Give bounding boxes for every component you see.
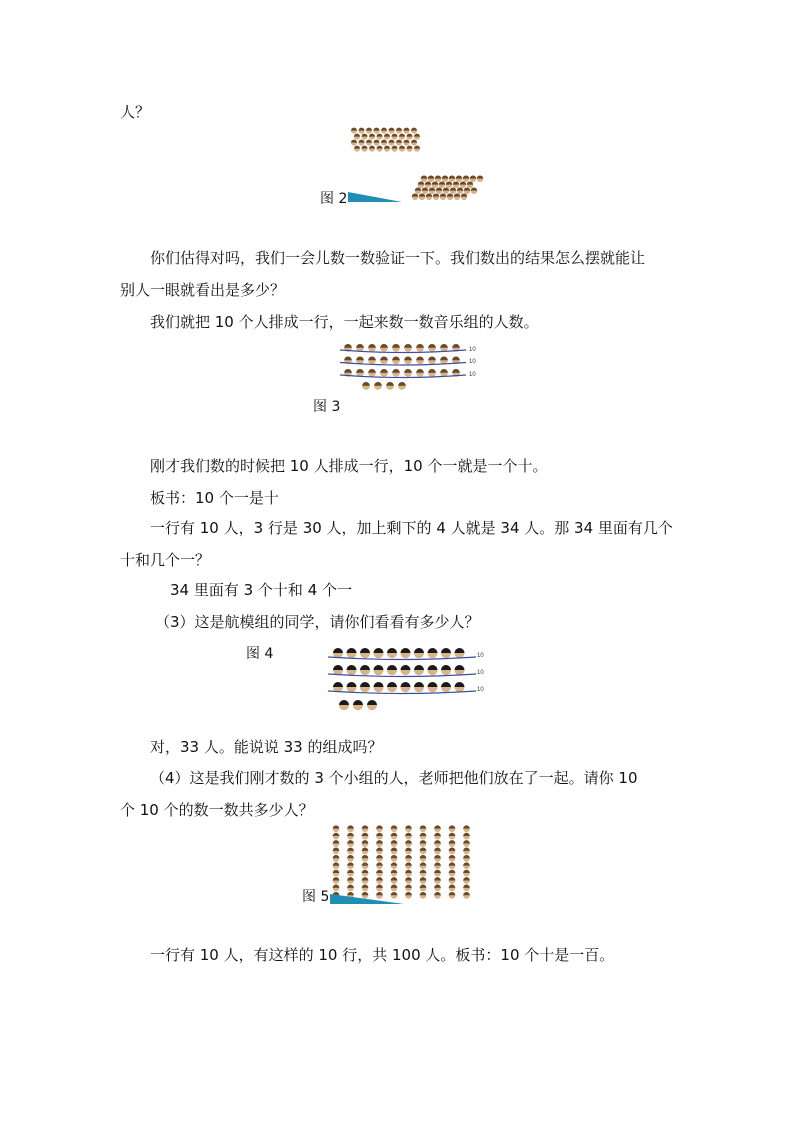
person-hair-icon	[391, 825, 398, 828]
person-hair-icon	[401, 665, 411, 670]
person-hair-icon	[463, 862, 470, 865]
person-hair-icon	[405, 892, 412, 895]
row-label: 10	[469, 359, 476, 365]
person-hair-icon	[391, 833, 398, 836]
person-hair-icon	[360, 682, 370, 687]
person-hair-icon	[414, 682, 424, 687]
person-hair-icon	[452, 369, 460, 373]
person-hair-icon	[333, 648, 343, 653]
person-hair-icon	[421, 175, 427, 178]
person-hair-icon	[376, 870, 383, 873]
person-hair-icon	[362, 382, 370, 386]
person-hair-icon	[376, 885, 383, 888]
figure-4-caption: 图 4	[246, 646, 274, 662]
person-hair-icon	[414, 146, 420, 149]
person-hair-icon	[416, 356, 424, 360]
person-hair-icon	[376, 825, 383, 828]
person-hair-icon	[392, 356, 400, 360]
person-hair-icon	[362, 877, 369, 880]
person-hair-icon	[405, 855, 412, 858]
person-hair-icon	[411, 128, 417, 131]
person-hair-icon	[414, 665, 424, 670]
paragraph-line: 你们估得对吗，我们一会儿数一数验证一下。我们数出的结果怎么摆就能让	[150, 249, 646, 267]
person-hair-icon	[347, 892, 354, 895]
person-hair-icon	[333, 682, 343, 687]
person-hair-icon	[333, 877, 340, 880]
row-label: 10	[477, 687, 484, 693]
person-hair-icon	[362, 892, 369, 895]
person-hair-icon	[399, 146, 405, 149]
paragraph-line: 我们就把 10 个人排成一行，一起来数一数音乐组的人数。	[150, 313, 539, 331]
person-hair-icon	[344, 344, 352, 348]
person-hair-icon	[425, 181, 431, 184]
person-hair-icon	[463, 840, 470, 843]
person-hair-icon	[411, 140, 417, 143]
person-hair-icon	[405, 870, 412, 873]
person-hair-icon	[420, 825, 427, 828]
person-hair-icon	[434, 862, 441, 865]
person-hair-icon	[347, 648, 357, 653]
person-hair-icon	[405, 848, 412, 851]
person-hair-icon	[463, 825, 470, 828]
person-hair-icon	[377, 134, 383, 137]
person-hair-icon	[347, 877, 354, 880]
person-hair-icon	[449, 862, 456, 865]
person-hair-icon	[333, 855, 340, 858]
person-hair-icon	[391, 870, 398, 873]
person-hair-icon	[398, 382, 406, 386]
person-hair-icon	[455, 682, 465, 687]
person-hair-icon	[440, 369, 448, 373]
person-hair-icon	[333, 862, 340, 865]
person-hair-icon	[407, 134, 413, 137]
paragraph-line: 一行有 10 人，有这样的 10 行，共 100 人。板书：10 个十是一百。	[150, 946, 615, 964]
person-hair-icon	[380, 356, 388, 360]
person-hair-icon	[392, 134, 398, 137]
person-hair-icon	[351, 140, 357, 143]
person-hair-icon	[381, 128, 387, 131]
person-hair-icon	[362, 855, 369, 858]
person-hair-icon	[392, 369, 400, 373]
person-hair-icon	[467, 181, 473, 184]
person-hair-icon	[464, 187, 470, 190]
paragraph-line: 板书：10 个一是十	[150, 489, 279, 507]
person-hair-icon	[440, 356, 448, 360]
person-hair-icon	[452, 356, 460, 360]
person-hair-icon	[399, 134, 405, 137]
person-hair-icon	[374, 382, 382, 386]
person-hair-icon	[420, 862, 427, 865]
person-hair-icon	[362, 146, 368, 149]
person-hair-icon	[435, 175, 441, 178]
person-hair-icon	[428, 356, 436, 360]
person-hair-icon	[434, 885, 441, 888]
person-hair-icon	[440, 193, 446, 196]
person-hair-icon	[441, 648, 451, 653]
person-hair-icon	[463, 175, 469, 178]
person-hair-icon	[434, 840, 441, 843]
person-hair-icon	[457, 187, 463, 190]
person-hair-icon	[471, 187, 477, 190]
person-hair-icon	[449, 825, 456, 828]
figure-5-grid-image	[326, 824, 486, 906]
person-hair-icon	[376, 862, 383, 865]
paragraph-line: 对，33 人。能说说 33 的组成吗？	[150, 738, 383, 756]
person-hair-icon	[374, 128, 380, 131]
paragraph-line: 34 里面有 3 个十和 4 个一	[170, 581, 353, 599]
person-hair-icon	[356, 356, 364, 360]
person-hair-icon	[344, 356, 352, 360]
person-hair-icon	[347, 825, 354, 828]
paragraph-line: 十和几个一？	[120, 551, 211, 569]
person-hair-icon	[347, 855, 354, 858]
person-hair-icon	[404, 344, 412, 348]
person-hair-icon	[362, 885, 369, 888]
person-hair-icon	[470, 175, 476, 178]
person-hair-icon	[414, 648, 424, 653]
person-hair-icon	[449, 855, 456, 858]
person-hair-icon	[463, 855, 470, 858]
person-hair-icon	[396, 140, 402, 143]
person-hair-icon	[439, 181, 445, 184]
person-hair-icon	[449, 833, 456, 836]
person-hair-icon	[463, 848, 470, 851]
person-hair-icon	[369, 134, 375, 137]
person-hair-icon	[420, 855, 427, 858]
person-hair-icon	[347, 862, 354, 865]
person-hair-icon	[449, 870, 456, 873]
person-hair-icon	[428, 175, 434, 178]
paragraph-line: 刚才我们数的时候把 10 人排成一行，10 个一就是一个十。	[150, 457, 548, 475]
person-hair-icon	[362, 825, 369, 828]
person-hair-icon	[374, 682, 384, 687]
person-hair-icon	[368, 356, 376, 360]
person-hair-icon	[351, 128, 357, 131]
person-hair-icon	[434, 892, 441, 895]
person-hair-icon	[339, 700, 349, 705]
person-hair-icon	[416, 344, 424, 348]
person-hair-icon	[426, 193, 432, 196]
figure-3-rows-image	[338, 342, 488, 394]
person-hair-icon	[333, 665, 343, 670]
person-hair-icon	[347, 840, 354, 843]
person-hair-icon	[405, 877, 412, 880]
person-hair-icon	[368, 344, 376, 348]
person-hair-icon	[420, 877, 427, 880]
person-hair-icon	[441, 682, 451, 687]
person-hair-icon	[433, 193, 439, 196]
person-hair-icon	[377, 146, 383, 149]
person-hair-icon	[333, 885, 340, 888]
person-hair-icon	[449, 892, 456, 895]
person-hair-icon	[354, 134, 360, 137]
person-hair-icon	[453, 181, 459, 184]
person-hair-icon	[362, 833, 369, 836]
person-hair-icon	[415, 187, 421, 190]
person-hair-icon	[420, 870, 427, 873]
person-hair-icon	[380, 344, 388, 348]
person-hair-icon	[405, 862, 412, 865]
person-hair-icon	[386, 382, 394, 386]
person-hair-icon	[463, 885, 470, 888]
person-hair-icon	[434, 870, 441, 873]
person-hair-icon	[359, 140, 365, 143]
person-hair-icon	[384, 134, 390, 137]
paragraph-line: （4）这是我们刚才数的 3 个小组的人，老师把他们放在了一起。请你 10	[150, 769, 638, 787]
person-hair-icon	[463, 877, 470, 880]
person-hair-icon	[420, 892, 427, 895]
person-hair-icon	[391, 855, 398, 858]
person-hair-icon	[360, 648, 370, 653]
person-hair-icon	[420, 848, 427, 851]
person-hair-icon	[362, 840, 369, 843]
person-hair-icon	[422, 187, 428, 190]
person-hair-icon	[405, 885, 412, 888]
person-hair-icon	[387, 665, 397, 670]
person-hair-icon	[454, 193, 460, 196]
paragraph-line: 人？	[120, 103, 151, 121]
person-hair-icon	[455, 665, 465, 670]
person-hair-icon	[366, 128, 372, 131]
person-hair-icon	[447, 193, 453, 196]
person-hair-icon	[463, 892, 470, 895]
person-hair-icon	[374, 140, 380, 143]
person-hair-icon	[477, 175, 483, 178]
person-hair-icon	[449, 877, 456, 880]
person-hair-icon	[354, 146, 360, 149]
person-hair-icon	[356, 344, 364, 348]
person-hair-icon	[376, 848, 383, 851]
person-hair-icon	[461, 193, 467, 196]
person-hair-icon	[420, 833, 427, 836]
person-hair-icon	[333, 833, 340, 836]
person-hair-icon	[344, 369, 352, 373]
person-hair-icon	[405, 825, 412, 828]
person-hair-icon	[333, 840, 340, 843]
person-hair-icon	[434, 848, 441, 851]
person-hair-icon	[391, 892, 398, 895]
person-hair-icon	[362, 848, 369, 851]
person-hair-icon	[452, 344, 460, 348]
person-hair-icon	[440, 344, 448, 348]
person-hair-icon	[449, 840, 456, 843]
row-label: 10	[477, 653, 484, 659]
figure-4-rows-image	[326, 644, 491, 714]
person-hair-icon	[443, 187, 449, 190]
person-hair-icon	[405, 840, 412, 843]
person-hair-icon	[360, 665, 370, 670]
person-hair-icon	[391, 885, 398, 888]
person-hair-icon	[376, 840, 383, 843]
person-hair-icon	[347, 682, 357, 687]
figure-2-caption: 图 2	[320, 191, 348, 207]
person-hair-icon	[376, 877, 383, 880]
person-hair-icon	[392, 344, 400, 348]
row-label: 10	[469, 347, 476, 353]
person-hair-icon	[442, 175, 448, 178]
person-hair-icon	[428, 682, 438, 687]
person-hair-icon	[434, 855, 441, 858]
person-hair-icon	[362, 134, 368, 137]
person-hair-icon	[374, 648, 384, 653]
person-hair-icon	[333, 825, 340, 828]
person-hair-icon	[391, 848, 398, 851]
person-hair-icon	[434, 833, 441, 836]
person-hair-icon	[455, 648, 465, 653]
person-hair-icon	[404, 140, 410, 143]
person-hair-icon	[369, 146, 375, 149]
person-hair-icon	[449, 885, 456, 888]
person-hair-icon	[463, 833, 470, 836]
person-hair-icon	[404, 369, 412, 373]
person-hair-icon	[404, 128, 410, 131]
person-hair-icon	[376, 855, 383, 858]
wedge-shape	[348, 192, 402, 202]
person-hair-icon	[347, 665, 357, 670]
person-hair-icon	[389, 128, 395, 131]
person-hair-icon	[428, 665, 438, 670]
person-hair-icon	[353, 700, 363, 705]
person-hair-icon	[434, 825, 441, 828]
person-hair-icon	[367, 700, 377, 705]
person-hair-icon	[441, 665, 451, 670]
person-hair-icon	[389, 140, 395, 143]
figure-2-crowd-image	[340, 122, 520, 207]
person-hair-icon	[368, 369, 376, 373]
paragraph-line: 一行有 10 人，3 行是 30 人，加上剩下的 4 人就是 34 人。那 34 里面有几个	[150, 519, 673, 537]
paragraph-line: （3）这是航模组的同学，请你们看看有多少人？	[155, 613, 480, 631]
person-hair-icon	[401, 682, 411, 687]
person-hair-icon	[428, 369, 436, 373]
person-hair-icon	[420, 885, 427, 888]
person-hair-icon	[384, 146, 390, 149]
person-hair-icon	[387, 682, 397, 687]
person-hair-icon	[404, 356, 412, 360]
person-hair-icon	[347, 870, 354, 873]
figure-3-caption: 图 3	[313, 399, 341, 415]
person-hair-icon	[446, 181, 452, 184]
person-hair-icon	[418, 181, 424, 184]
person-hair-icon	[449, 175, 455, 178]
person-hair-icon	[412, 193, 418, 196]
person-hair-icon	[376, 892, 383, 895]
person-hair-icon	[380, 369, 388, 373]
person-hair-icon	[456, 175, 462, 178]
figure-5-caption: 图 5	[302, 889, 330, 905]
person-hair-icon	[366, 140, 372, 143]
person-hair-icon	[362, 870, 369, 873]
person-hair-icon	[376, 833, 383, 836]
person-hair-icon	[429, 187, 435, 190]
person-hair-icon	[401, 648, 411, 653]
person-hair-icon	[450, 187, 456, 190]
person-hair-icon	[420, 840, 427, 843]
person-hair-icon	[428, 344, 436, 348]
person-hair-icon	[460, 181, 466, 184]
person-hair-icon	[405, 833, 412, 836]
row-label: 10	[469, 372, 476, 378]
paragraph-line: 别人一眼就看出是多少？	[120, 281, 286, 299]
person-hair-icon	[434, 877, 441, 880]
person-hair-icon	[381, 140, 387, 143]
person-hair-icon	[391, 877, 398, 880]
person-hair-icon	[436, 187, 442, 190]
person-hair-icon	[449, 848, 456, 851]
person-hair-icon	[347, 885, 354, 888]
person-hair-icon	[356, 369, 364, 373]
person-hair-icon	[428, 648, 438, 653]
person-hair-icon	[347, 848, 354, 851]
row-label: 10	[477, 670, 484, 676]
person-hair-icon	[391, 862, 398, 865]
person-hair-icon	[392, 146, 398, 149]
person-hair-icon	[391, 840, 398, 843]
person-hair-icon	[432, 181, 438, 184]
person-hair-icon	[419, 193, 425, 196]
person-hair-icon	[396, 128, 402, 131]
person-hair-icon	[362, 862, 369, 865]
person-hair-icon	[463, 870, 470, 873]
person-hair-icon	[407, 146, 413, 149]
person-hair-icon	[414, 134, 420, 137]
person-hair-icon	[387, 648, 397, 653]
person-hair-icon	[359, 128, 365, 131]
person-hair-icon	[374, 665, 384, 670]
person-hair-icon	[333, 848, 340, 851]
paragraph-line: 个 10 个的数一数共多少人？	[120, 801, 314, 819]
person-hair-icon	[416, 369, 424, 373]
person-hair-icon	[333, 870, 340, 873]
person-hair-icon	[347, 833, 354, 836]
